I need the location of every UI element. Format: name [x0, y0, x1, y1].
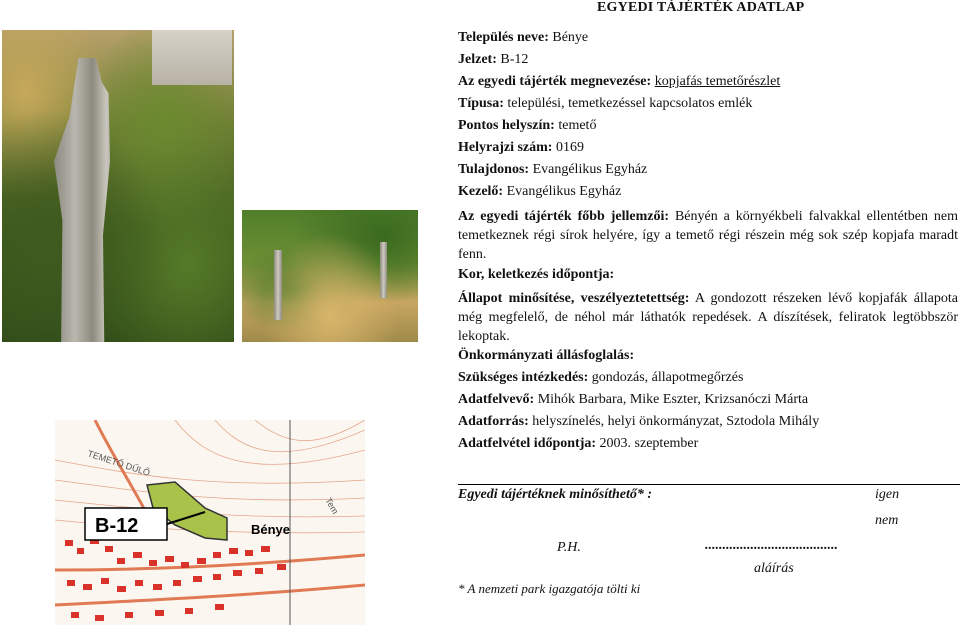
field-jelzet: Jelzet: B-12 — [458, 52, 529, 67]
road-suffix-label: Tem — [323, 496, 341, 516]
signature-line: ...................................... — [705, 538, 838, 553]
road-label: TEMETŐ DŰLŐ — [86, 448, 152, 478]
field-telepules: Település neve: Bénye — [458, 30, 589, 45]
field-tipusa: Típusa: települési, temetkezéssel kapcsolatos emlék — [458, 96, 753, 111]
page-title: EGYEDI TÁJÉRTÉK ADATLAP — [597, 0, 805, 15]
footnote: * A nemzeti park igazgatója tölti ki — [458, 581, 641, 596]
field-intezkedes: Szükséges intézkedés: gondozás, állapotmegőrzés — [458, 370, 744, 385]
field-tulajdonos: Tulajdonos: Evangélikus Egyház — [458, 162, 648, 177]
carved-headboard — [54, 58, 124, 342]
stamp-ph-label: P.H. — [557, 540, 581, 555]
field-helyrajzi: Helyrajzi szám: 0169 — [458, 140, 584, 155]
town-label: Bénye — [251, 522, 291, 537]
location-map — [55, 420, 365, 625]
map-drawing — [55, 420, 365, 625]
option-nem[interactable]: nem — [875, 513, 899, 528]
field-adatfelvevo: Adatfelvevő: Mihók Barbara, Mike Eszter, Krizsanóczi Márta — [458, 392, 809, 407]
headboard-post-right — [380, 242, 387, 298]
field-megnevezes: Az egyedi tájérték megnevezése: kopjafás temetőrészlet — [458, 74, 781, 89]
field-kezelo: Kezelő: Evangélikus Egyház — [458, 184, 622, 199]
field-adatforras: Adatforrás: helyszínelés, helyi önkormányzat, Sztodola Mihály — [458, 414, 820, 429]
cemetery-photo — [242, 210, 418, 342]
field-allapot: Állapot minősítése, veszélyeztetettség: A gondozott részeken lévő kopjafák állapota még megfelelő, de néhol már láthatók repedések. A díszítések, feliratok legtöbbször lekoptak. — [458, 291, 959, 344]
headboard-post-left — [274, 250, 282, 320]
marker-label: B-12 — [95, 515, 139, 537]
field-onkormanyzati: Önkormányzati állásfoglalás: — [458, 348, 635, 363]
field-helyszin: Pontos helyszín: temető — [458, 118, 597, 133]
qualifiable-label: Egyedi tájértéknek minősíthető* : — [458, 487, 653, 502]
kopjafa-photo — [2, 30, 234, 342]
footer-divider — [458, 484, 960, 485]
option-igen[interactable]: igen — [875, 487, 900, 502]
field-kor: Kor, keletkezés időpontja: — [458, 267, 615, 282]
field-idopont: Adatfelvétel időpontja: 2003. szeptember — [458, 436, 699, 451]
signature-label: aláírás — [754, 561, 794, 576]
field-jellemzoi: Az egyedi tájérték főbb jellemzői: Bényén a környékbeli falvakkal ellentétben nem temetkeznek régi sírok helyére, így a temető régi részein még sok szép kopjafa maradt fenn. — [458, 209, 958, 262]
gravestone — [152, 30, 232, 85]
